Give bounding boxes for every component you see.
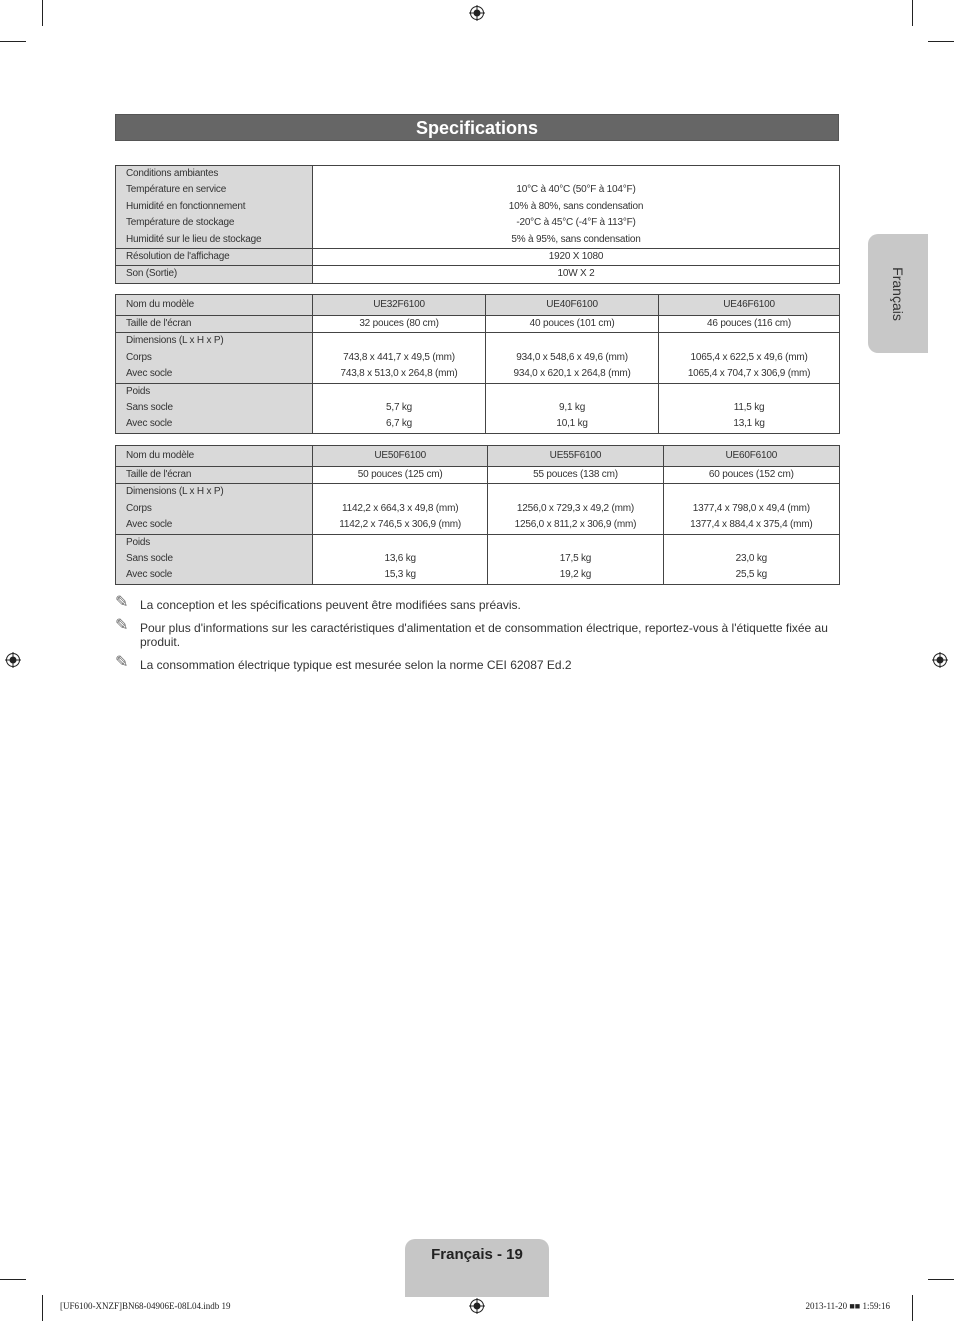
- note-text: Pour plus d'informations sur les caractéristiques d'alimentation et de consommation électrique, reportez-vous à l'étiquette fixée au produit.: [140, 621, 828, 649]
- model-name-cell: [663, 446, 839, 467]
- spec-label: Avec socle: [126, 368, 173, 380]
- model-name: UE50F6100: [374, 450, 426, 461]
- spec-value: 1142,2 x 664,3 x 49,8 (mm): [341, 502, 459, 514]
- spec-value-cell: [313, 266, 840, 283]
- spec-label: Température en service: [126, 184, 227, 196]
- note-text: La conception et les spécifications peuvent être modifiées sans préavis.: [140, 598, 521, 612]
- spec-value-cell: [488, 467, 663, 484]
- model-name-cell: [313, 446, 488, 467]
- model-name-cell: [313, 295, 486, 316]
- spec-value: 743,8 x 441,7 x 49,5 (mm): [343, 351, 455, 363]
- table-row: [116, 383, 840, 433]
- spec-label: Conditions ambiantes: [126, 168, 219, 179]
- spec-label: Corps: [126, 502, 152, 514]
- spec-label: Poids: [126, 536, 151, 548]
- spec-value: 15,3 kg: [384, 569, 416, 581]
- pencil-icon: ✎: [115, 617, 129, 634]
- table-row: [116, 534, 840, 584]
- table-row: [116, 295, 840, 316]
- spec-value: 13,6 kg: [384, 552, 416, 564]
- spec-value-cell: [663, 484, 839, 534]
- crop-mark: [912, 1295, 913, 1321]
- spec-value-cell: [313, 316, 486, 333]
- spec-label: Dimensions (L x H x P): [126, 335, 224, 347]
- spec-value: -20°C à 45°C (-4°F à 113°F): [516, 217, 636, 229]
- spec-label: Dimensions (L x H x P): [126, 486, 224, 498]
- spec-value: 25,5 kg: [735, 569, 768, 581]
- spec-value: 23,0 kg: [735, 552, 768, 564]
- spec-value: 46 pouces (116 cm): [707, 318, 792, 329]
- spec-label-cell: [116, 166, 313, 249]
- crop-mark: [0, 1279, 26, 1280]
- spec-label-cell: [116, 446, 313, 467]
- print-file-info: [UF6100-XNZF]BN68-04906E-08L04.indb 19: [60, 1301, 231, 1311]
- spec-label: Avec socle: [126, 418, 173, 430]
- spec-label: Son (Sortie): [126, 268, 177, 280]
- page-number-label: Français - 19: [431, 1246, 523, 1263]
- model-name-cell: [486, 295, 659, 316]
- spec-value-cell: [313, 333, 486, 383]
- spec-value: 13,1 kg: [733, 418, 765, 430]
- spec-value-cell: [659, 333, 840, 383]
- spec-value: 19,2 kg: [559, 569, 592, 581]
- spec-value: 5,7 kg: [386, 401, 413, 413]
- spec-label: Résolution de l'affichage: [126, 250, 230, 262]
- registration-mark-icon: [932, 652, 948, 668]
- registration-mark-icon: [5, 652, 21, 668]
- crop-mark: [928, 1279, 954, 1280]
- spec-label-cell: [116, 333, 313, 383]
- table-row: [116, 248, 840, 265]
- spec-value-cell: [488, 534, 663, 584]
- table-row: [116, 484, 840, 534]
- spec-value: 1920 X 1080: [548, 250, 604, 262]
- spec-value-cell: [313, 166, 840, 249]
- spec-label: Nom du modèle: [126, 299, 194, 310]
- spec-value-cell: [659, 316, 840, 333]
- spec-value-cell: [313, 467, 488, 484]
- spec-value: 934,0 x 548,6 x 49,6 (mm): [516, 351, 628, 363]
- spec-label-cell: [116, 484, 313, 534]
- spec-value: 11,5 kg: [733, 401, 765, 413]
- spec-value: 1142,2 x 746,5 x 306,9 (mm): [339, 519, 462, 531]
- spec-value: 40 pouces (101 cm): [529, 318, 615, 329]
- environment-spec-table: [115, 165, 840, 284]
- spec-value-cell: [486, 316, 659, 333]
- spec-value-cell: [313, 383, 486, 433]
- model-spec-table-2: [115, 445, 840, 585]
- model-name: UE40F6100: [546, 299, 598, 310]
- spec-label-cell: [116, 316, 313, 333]
- table-row: [116, 166, 840, 249]
- spec-label-cell: [116, 383, 313, 433]
- language-side-tab: [868, 234, 928, 353]
- spec-value-cell: [313, 484, 488, 534]
- spec-value: 32 pouces (80 cm): [359, 318, 439, 329]
- spec-label: Température de stockage: [126, 217, 235, 229]
- spec-label-cell: [116, 266, 313, 283]
- crop-mark: [42, 0, 43, 26]
- spec-label: Sans socle: [126, 552, 173, 564]
- crop-mark: [42, 1295, 43, 1321]
- spec-label-cell: [116, 467, 313, 484]
- model-name: UE55F6100: [549, 450, 602, 461]
- spec-value-cell: [663, 467, 839, 484]
- print-timestamp: 2013-11-20 ■■ 1:59:16: [805, 1301, 890, 1311]
- crop-mark: [912, 0, 913, 26]
- spec-value-cell: [659, 383, 840, 433]
- spec-label-cell: [116, 248, 313, 265]
- model-name: UE32F6100: [373, 299, 425, 310]
- spec-value: 9,1 kg: [559, 401, 586, 413]
- page-title: Specifications: [115, 114, 839, 141]
- spec-value: 1065,4 x 704,7 x 306,9 (mm): [687, 368, 811, 380]
- model-name: UE60F6100: [725, 450, 778, 461]
- spec-label: Corps: [126, 351, 152, 363]
- spec-label: Humidité en fonctionnement: [126, 200, 246, 212]
- spec-label: Humidité sur le lieu de stockage: [126, 233, 262, 245]
- spec-value: 50 pouces (125 cm): [357, 469, 443, 480]
- spec-value: 6,7 kg: [386, 418, 413, 430]
- spec-value: 1256,0 x 729,3 x 49,2 (mm): [516, 502, 635, 514]
- spec-value: 10,1 kg: [556, 418, 588, 430]
- model-spec-table-1: [115, 294, 840, 434]
- language-side-tab-label: Français: [890, 266, 906, 321]
- spec-value: 1256,0 x 811,2 x 306,9 (mm): [514, 519, 637, 531]
- table-row: [116, 266, 840, 283]
- model-name: UE46F6100: [723, 299, 775, 310]
- spec-value: 10°C à 40°C (50°F à 104°F): [516, 184, 636, 196]
- model-name-cell: [659, 295, 840, 316]
- spec-label: Taille de l'écran: [126, 469, 192, 480]
- registration-mark-icon: [469, 1298, 485, 1314]
- spec-value-cell: [313, 534, 488, 584]
- spec-value: 17,5 kg: [559, 552, 592, 564]
- spec-value-cell: [486, 383, 659, 433]
- crop-mark: [928, 41, 954, 42]
- pencil-icon: ✎: [115, 654, 129, 671]
- spec-value-cell: [488, 484, 663, 534]
- crop-mark: [0, 41, 26, 42]
- spec-value: 934,0 x 620,1 x 264,8 (mm): [513, 368, 631, 380]
- spec-value: 10W X 2: [557, 268, 595, 280]
- pencil-icon: ✎: [115, 594, 129, 611]
- spec-label: Avec socle: [126, 569, 173, 581]
- spec-label: Taille de l'écran: [126, 318, 192, 329]
- table-row: [116, 316, 840, 333]
- note-text: La consommation électrique typique est mesurée selon la norme CEI 62087 Ed.2: [140, 658, 572, 672]
- table-row: [116, 333, 840, 383]
- model-name-cell: [488, 446, 663, 467]
- spec-value: 5% à 95%, sans condensation: [511, 233, 641, 245]
- registration-mark-icon: [469, 5, 485, 21]
- spec-value-cell: [663, 534, 839, 584]
- table-row: [116, 446, 840, 467]
- spec-label: Nom du modèle: [126, 450, 194, 461]
- spec-label-cell: [116, 295, 313, 316]
- spec-value: 1377,4 x 884,4 x 375,4 (mm): [690, 519, 813, 531]
- spec-value: 10% à 80%, sans condensation: [508, 200, 644, 212]
- spec-value: 60 pouces (152 cm): [708, 469, 794, 480]
- spec-value-cell: [486, 333, 659, 383]
- table-row: [116, 467, 840, 484]
- spec-value: 55 pouces (138 cm): [533, 469, 618, 480]
- spec-value-cell: [313, 248, 840, 265]
- spec-value: [313, 166, 839, 182]
- page-number-tab: [405, 1239, 549, 1297]
- spec-label: Avec socle: [126, 519, 173, 531]
- spec-label-cell: [116, 534, 313, 584]
- spec-label: Poids: [126, 385, 151, 397]
- spec-label: Sans socle: [126, 401, 173, 413]
- spec-value: 1377,4 x 798,0 x 49,4 (mm): [692, 502, 810, 514]
- spec-value: 1065,4 x 622,5 x 49,6 (mm): [690, 351, 808, 363]
- spec-value: 743,8 x 513,0 x 264,8 (mm): [340, 368, 458, 380]
